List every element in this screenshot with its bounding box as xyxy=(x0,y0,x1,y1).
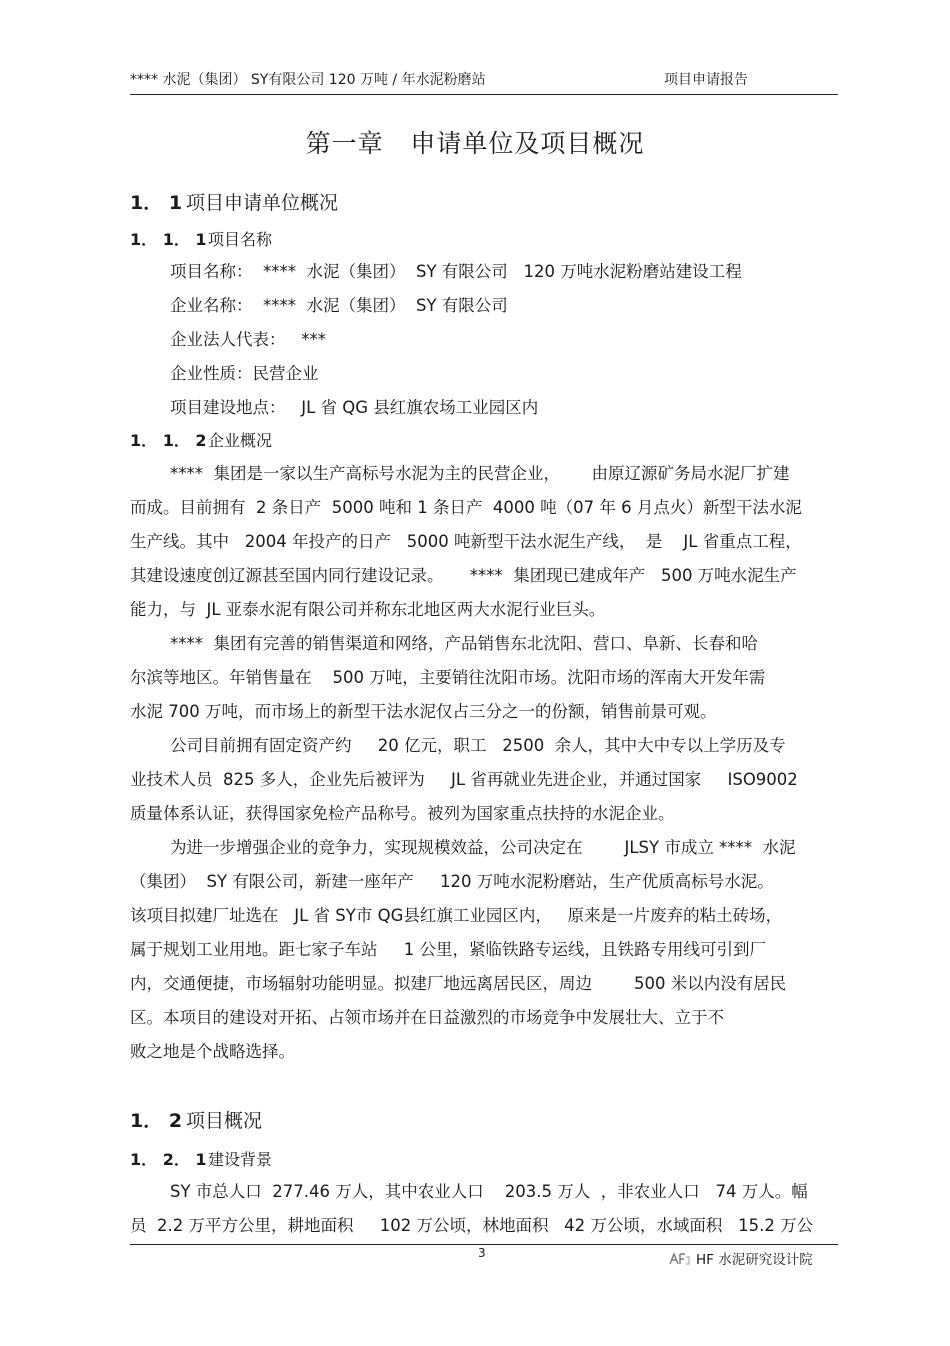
paragraph-line: 属于规划工业用地。距七家子车站 1 公里，紧临铁路专运线，且铁路专用线可引到厂 xyxy=(130,940,766,959)
paragraph-line: **** 集团有完善的销售渠道和网络，产品销售东北沈阳、营口、阜新、长春和哈 xyxy=(170,634,758,653)
paragraph-line: （集团） SY 有限公司，新建一座年产 120 万吨水泥粉磨站，生产优质高标号水泥。 xyxy=(130,872,774,891)
info-site-location: 项目建设地点： JL 省 QG 县红旗农场工业园区内 xyxy=(170,398,539,417)
header-project-title: **** 水泥（集团） SY有限公司 120 万吨 / 年水泥粉磨站 xyxy=(130,72,486,88)
paragraph-line: SY 市总人口 277.46 万人，其中农业人口 203.5 万人 ，非农业人口 74 万人。幅 xyxy=(170,1182,808,1201)
section-label: 项目名称 xyxy=(208,230,273,249)
header-divider xyxy=(130,94,838,95)
section-label: 企业概况 xyxy=(208,431,273,450)
paragraph-line: 生产线。其中 2004 年投产的日产 5000 吨新型干法水泥生产线， 是 JL 省重点工程， xyxy=(130,532,802,551)
section-heading-1-1 xyxy=(130,190,338,216)
section-number: 1． 1． 2 xyxy=(130,431,207,450)
section-heading-1-2-1 xyxy=(130,1149,272,1171)
info-project-name: 项目名称： **** 水泥（集团） SY 有限公司 120 万吨水泥粉磨站建设工程 xyxy=(170,262,742,281)
section-number: 1． 2 xyxy=(130,1110,183,1132)
paragraph-line: 为进一步增强企业的竞争力，实现规模效益，公司决定在 JLSY 市成立 **** 水泥 xyxy=(170,838,796,857)
section-heading-1-1-2 xyxy=(130,430,272,452)
running-header xyxy=(130,70,838,92)
paragraph-line: **** 集团是一家以生产高标号水泥为主的民营企业， 由原辽源矿务局水泥厂扩建 xyxy=(170,464,790,483)
paragraph-line: 内，交通便捷，市场辐射功能明显。拟建厂地远离居民区，周边 500 米以内没有居民 xyxy=(130,974,787,993)
paragraph-line: 质量体系认证，获得国家免检产品称号。被列为国家重点扶持的水泥企业。 xyxy=(130,804,675,823)
footer-brand xyxy=(668,1250,813,1270)
section-number: 1． 1 xyxy=(130,192,183,214)
paragraph-line: 公司目前拥有固定资产约 20 亿元，职工 2500 余人，其中大中专以上学历及专 xyxy=(170,736,786,755)
paragraph-line: 败之地是个战略选择。 xyxy=(130,1042,295,1061)
info-legal-rep: 企业法人代表： *** xyxy=(170,330,326,349)
footer-brand-text: HF 水泥研究设计院 xyxy=(696,1252,813,1268)
paragraph-line: 员 2.2 万平方公里，耕地面积 102 万公顷，林地面积 42 万公顷，水域面积 15.2 万公 xyxy=(130,1216,814,1235)
section-label: 项目申请单位概况 xyxy=(186,192,339,214)
institute-logo-icon xyxy=(668,1251,690,1267)
section-heading-1-2 xyxy=(130,1108,262,1134)
section-number: 1． 2． 1 xyxy=(130,1150,207,1169)
paragraph-line: 其建设速度创辽源甚至国内同行建设记录。 **** 集团现已建成年产 500 万吨水泥生产 xyxy=(130,566,797,585)
section-label: 建设背景 xyxy=(208,1150,273,1169)
header-report-type: 项目申请报告 xyxy=(664,72,748,88)
paragraph-line: 业技术人员 825 多人，企业先后被评为 JL 省再就业先进企业，并通过国家 ISO9002 xyxy=(130,770,798,789)
chapter-title: 第一章 申请单位及项目概况 xyxy=(305,129,645,158)
info-company-name: 企业名称： **** 水泥（集团） SY 有限公司 xyxy=(170,296,508,315)
info-company-type: 企业性质：民营企业 xyxy=(170,364,319,383)
paragraph-line: 该项目拟建厂址选在 JL 省 SY市 QG县红旗工业园区内， 原来是一片废弃的粘土砖场， xyxy=(130,906,783,925)
section-number: 1． 1． 1 xyxy=(130,230,207,249)
section-heading-1-1-1 xyxy=(130,229,272,251)
page-number: 3 xyxy=(478,1246,486,1260)
paragraph-line: 水泥 700 万吨，而市场上的新型干法水泥仅占三分之一的份额，销售前景可观。 xyxy=(130,702,717,721)
paragraph-line: 区。本项目的建设对开拓、占领市场并在日益激烈的市场竞争中发展壮大、立于不 xyxy=(130,1008,724,1027)
paragraph-line: 能力，与 JL 亚泰水泥有限公司并称东北地区两大水泥行业巨头。 xyxy=(130,600,606,619)
paragraph-line: 尔滨等地区。年销售量在 500 万吨，主要销往沈阳市场。沈阳市场的浑南大开发年需 xyxy=(130,668,766,687)
paragraph-line: 而成。目前拥有 2 条日产 5000 吨和 1 条日产 4000 吨（07 年 6 月点火）新型干法水泥 xyxy=(130,498,802,517)
section-label: 项目概况 xyxy=(186,1110,263,1132)
